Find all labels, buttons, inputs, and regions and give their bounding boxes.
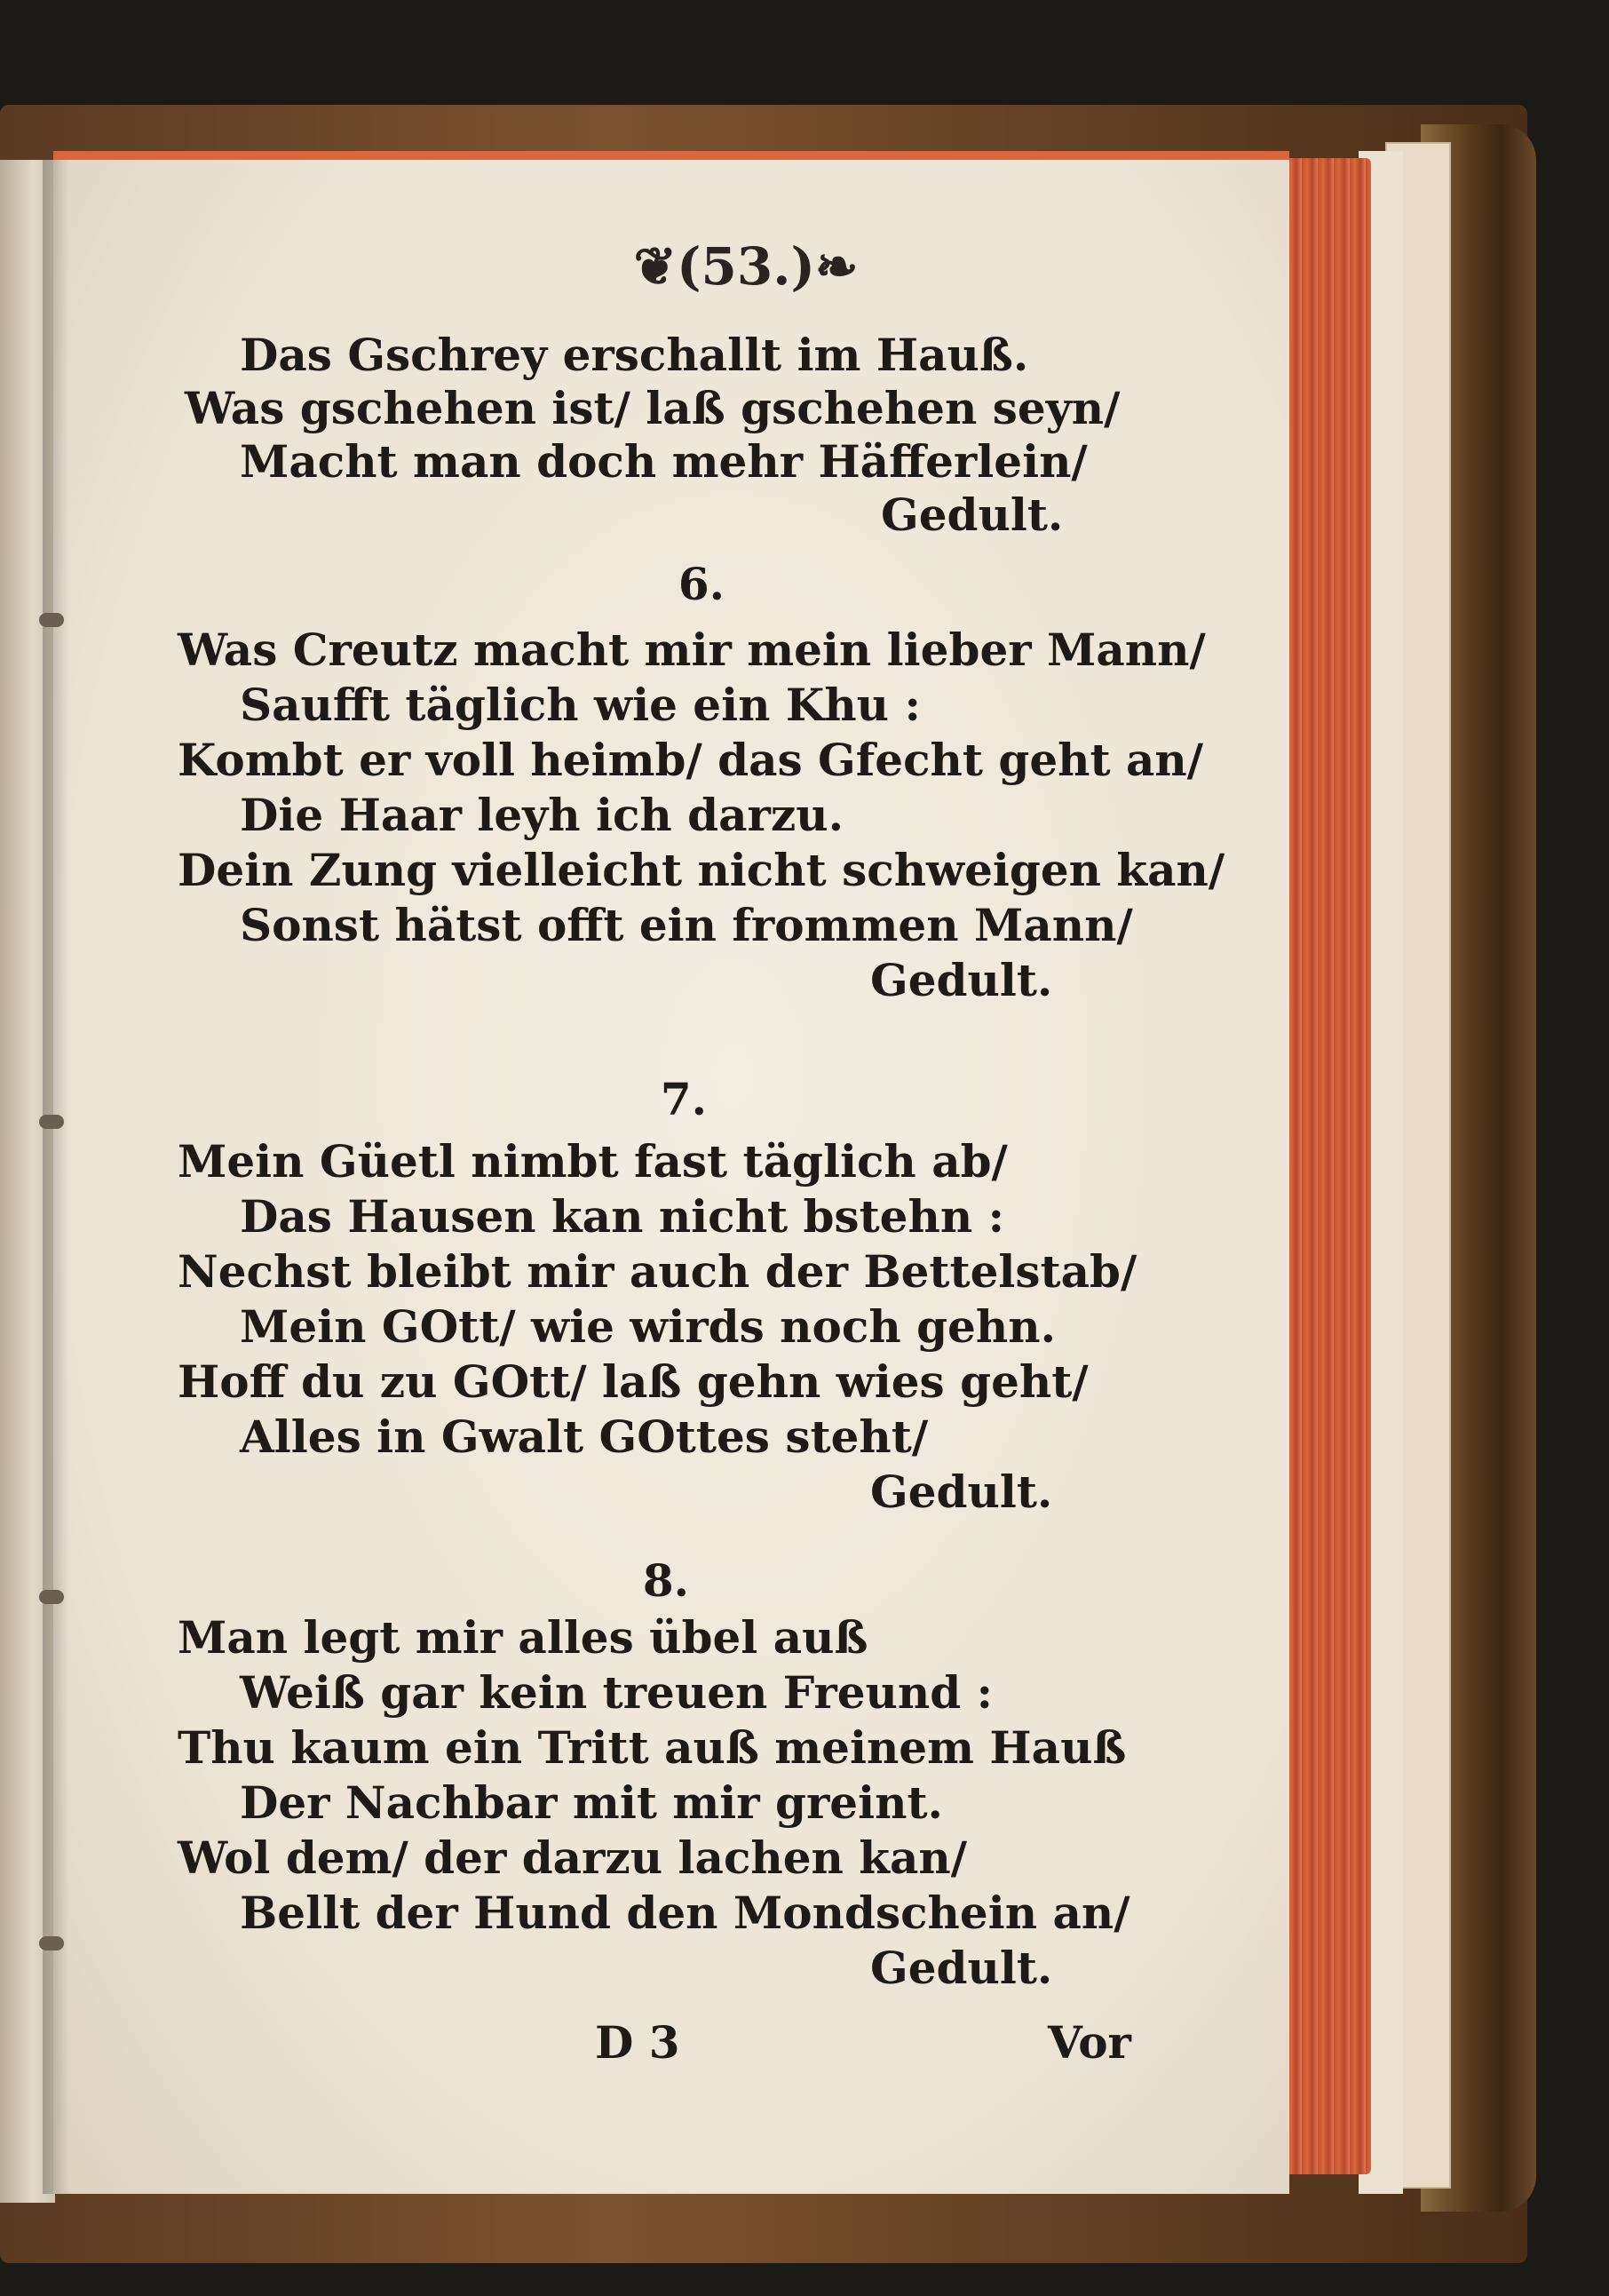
verse-line: Dein Zung vielleicht nicht schweigen kan/ (178, 844, 1225, 896)
verse-line: Hoff du zu GOtt/ laß gehn wies geht/ (178, 1355, 1089, 1408)
verse-line: Nechst bleibt mir auch der Bettelstab/ (178, 1245, 1137, 1298)
ornament-right-icon: ❧ (814, 236, 859, 297)
refrain-gedult: Gedult. (870, 954, 1053, 1006)
verse-line: Saufft täglich wie ein Khu : (240, 679, 921, 731)
verse-line: Sonst hätst offt ein frommen Mann/ (240, 899, 1133, 951)
verse-line: Der Nachbar mit mir greint. (240, 1776, 943, 1829)
verse-number: 8. (642, 1554, 690, 1607)
verse-line: Das Gschrey erschallt im Hauß. (240, 329, 1029, 381)
binding-stitch (39, 1936, 64, 1950)
refrain-gedult: Gedult. (870, 1942, 1053, 1994)
page-number: (53.) (677, 236, 815, 297)
verse-line: Weiß gar kein treuen Freund : (240, 1666, 994, 1719)
verse-line: Mein Güetl nimbt fast täglich ab/ (178, 1135, 1008, 1188)
refrain-gedult: Gedult. (881, 489, 1064, 541)
binding-stitch (39, 1590, 64, 1604)
verse-line: Wol dem/ der darzu lachen kan/ (178, 1831, 967, 1884)
verse-number: 7. (660, 1073, 708, 1125)
verse-number: 6. (678, 558, 725, 610)
verse-line: Bellt der Hund den Mondschein an/ (240, 1887, 1130, 1939)
verse-line: Die Haar leyh ich darzu. (240, 789, 844, 841)
verse-line: Das Hausen kan nicht bstehn : (240, 1190, 1005, 1243)
binding-stitch (39, 613, 64, 627)
binding-stitch (39, 1115, 64, 1129)
catchword: Vor (1048, 2016, 1131, 2069)
ornament-left-icon: ❦ (633, 236, 678, 297)
verse-line: Man legt mir alles übel auß (178, 1611, 868, 1664)
verse-line: Kombt er voll heimb/ das Gfecht geht an/ (178, 734, 1204, 786)
red-page-edge (1286, 158, 1371, 2174)
signature-mark: D 3 (595, 2016, 680, 2069)
verse-line: Was gschehen ist/ laß gschehen seyn/ (185, 382, 1121, 434)
refrain-gedult: Gedult. (870, 1466, 1053, 1518)
verse-line: Alles in Gwalt GOttes steht/ (240, 1410, 929, 1463)
verse-line: Was Creutz macht mir mein lieber Mann/ (178, 624, 1206, 676)
verse-line: Macht man doch mehr Häfferlein/ (240, 435, 1088, 488)
page-text (53, 160, 1289, 2194)
verse-line: Thu kaum ein Tritt auß meinem Hauß (178, 1721, 1127, 1774)
book-page (53, 151, 1289, 2194)
verse-line: Mein GOtt/ wie wirds noch gehn. (240, 1300, 1056, 1353)
page-number-header (551, 236, 941, 297)
